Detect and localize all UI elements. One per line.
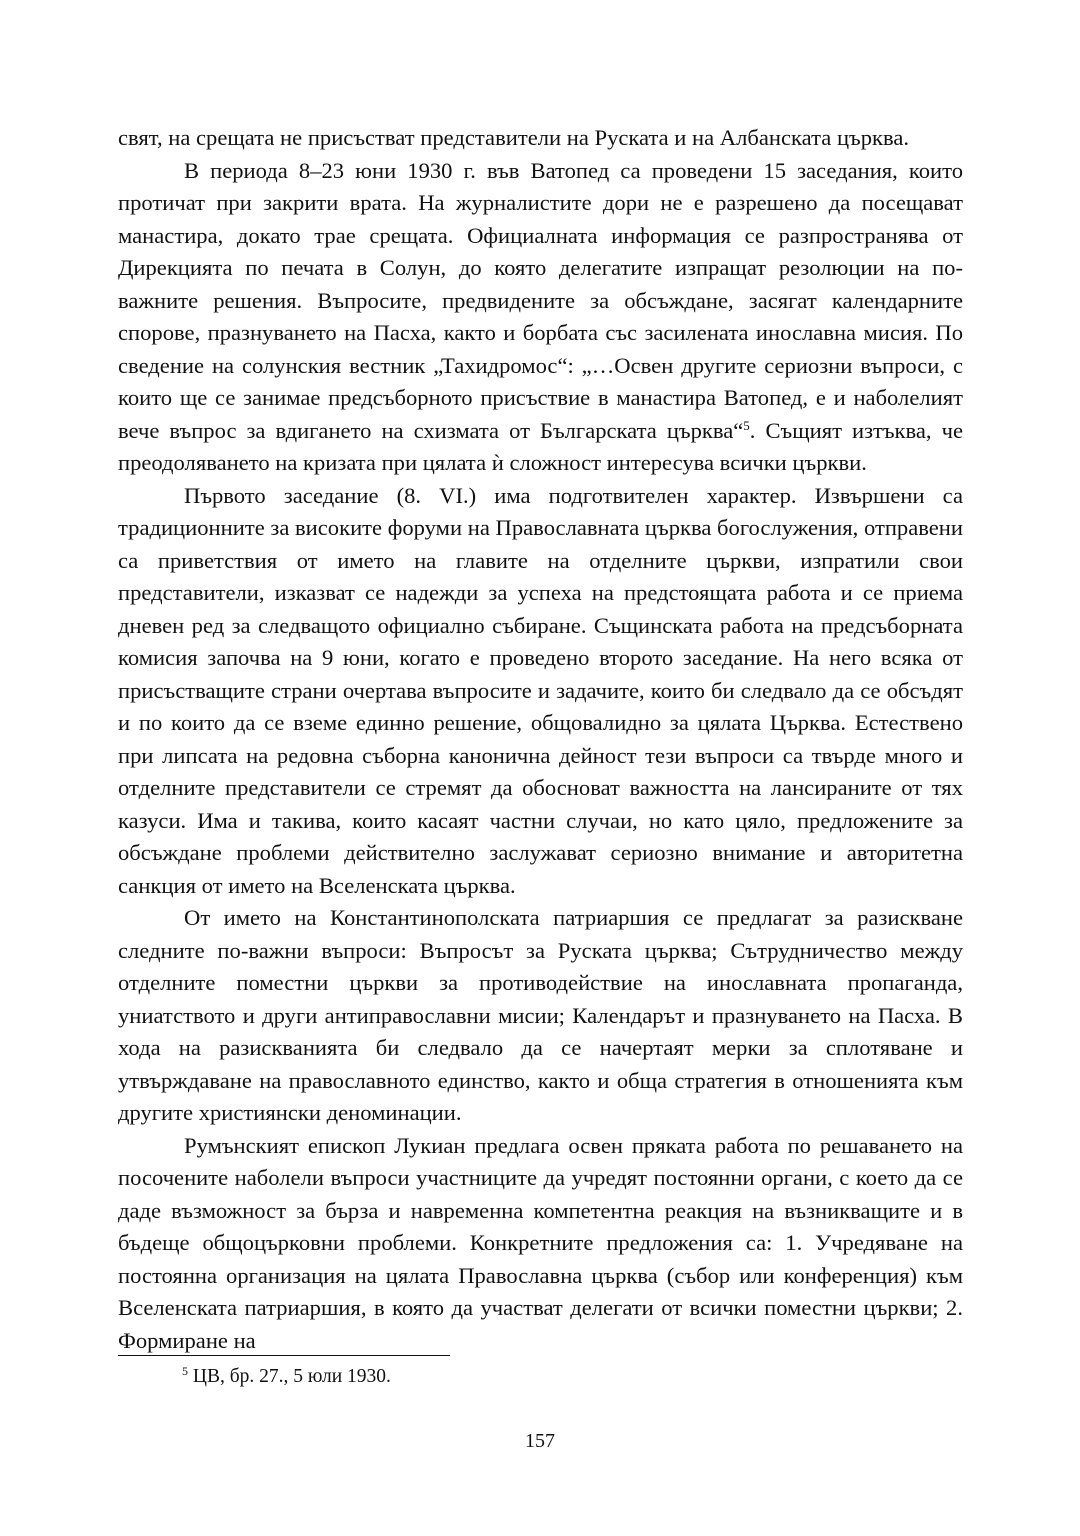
paragraph-1-text: свят, на срещата не присъстват представители на Руската и на Албанската църква.: [118, 125, 910, 150]
footnote: [182, 1364, 882, 1390]
paragraph-2: [118, 155, 963, 480]
paragraph-4: [118, 902, 963, 1130]
paragraph-4-text: От името на Константинополската патриаршия се предлагат за разискване следните по-важни въпроси: Въпросът за Руската църква; Сътрудничество между отделните поместни църкви за противодействие на инославната пропаганда, униатството и други антиправославни мисии; Календарът и празнуването на Пасха. В хода на разискванията би следвало да се начертаят мерки за сплотяване и утвърждаване на православното единство, както и обща стратегия в отношенията към другите християнски деноминации.: [118, 905, 963, 1125]
footnote-text: ЦВ, бр. 27., 5 юли 1930.: [188, 1366, 391, 1387]
footnote-number: 5: [182, 1363, 188, 1378]
page-body: [118, 122, 963, 1357]
footnote-divider: [118, 1355, 450, 1356]
page-number: 157: [525, 1430, 555, 1452]
paragraph-5: [118, 1130, 963, 1358]
paragraph-1: [118, 122, 963, 155]
footnote-reference-5[interactable]: 5: [743, 417, 750, 433]
paragraph-2-text-before: В периода 8–23 юни 1930 г. във Ватопед са проведени 15 заседания, които протичат при закрити врата. На журналистите дори не е разрешено да посещават манастира, докато трае срещата. Официалната информация се разпространява от Дирекцията по печата в Солун, до която делегатите изпращат резолюции на по-важните решения. Въпросите, предвидените за обсъждане, засягат календарните спорове, празнуването на Пасха, както и борбата със засилената инославна мисия. По сведение на солунския вестник „Тахидромос“: „…Освен другите сериозни въпроси, с които ще се занимае предсъборното присъствие в манастира Ватопед, е и наболелият вече въпрос за вдигането на схизмата от Българската църква“: [118, 157, 963, 443]
paragraph-5-text: Румънският епископ Лукиан предлага освен пряката работа по решаването на посочените наболели въпроси участниците да учредят постоянни органи, с което да се даде възможност за бърза и навременна компетентна реакция на възникващите и в бъдеще общоцърковни проблеми. Конкретните предложения са: 1. Учредяване на постоянна организация на цялата Православна църква (събор или конференция) към Вселенската патриаршия, в която да участват делегати от всички поместни църкви; 2. Формиране на: [118, 1132, 963, 1353]
paragraph-2-text-after: . Същият изтъква, че преодоляването на кризата при цялата ѝ сложност интересува всички църкви.: [118, 417, 963, 475]
paragraph-3: [118, 480, 963, 903]
paragraph-3-text: Първото заседание (8. VI.) има подготвителен характер. Извършени са традиционните за високите форуми на Православната църква богослужения, отправени са приветствия от името на главите на отделните църкви, изпратили свои представители, изказват се надежди за успеха на предстоящата работа и се приема дневен ред за следващото официално събиране. Същинската работа на предсъборната комисия започва на 9 юни, когато е проведено второто заседание. На него всяка от присъстващите страни очертава въпросите и задачите, които би следвало да се обсъдят и по които да се вземе единно решение, общовалидно за цялата Църква. Естествено при липсата на редовна съборна канонична дейност тези въпроси са твърде много и отделните представители се стремят да обосноват важността на лансираните от тях казуси. Има и такива, които касаят частни случаи, но като цяло, предложените за обсъждане проблеми действително заслужават сериозно внимание и авторитетна санкция от името на Вселенската църква.: [118, 482, 963, 898]
